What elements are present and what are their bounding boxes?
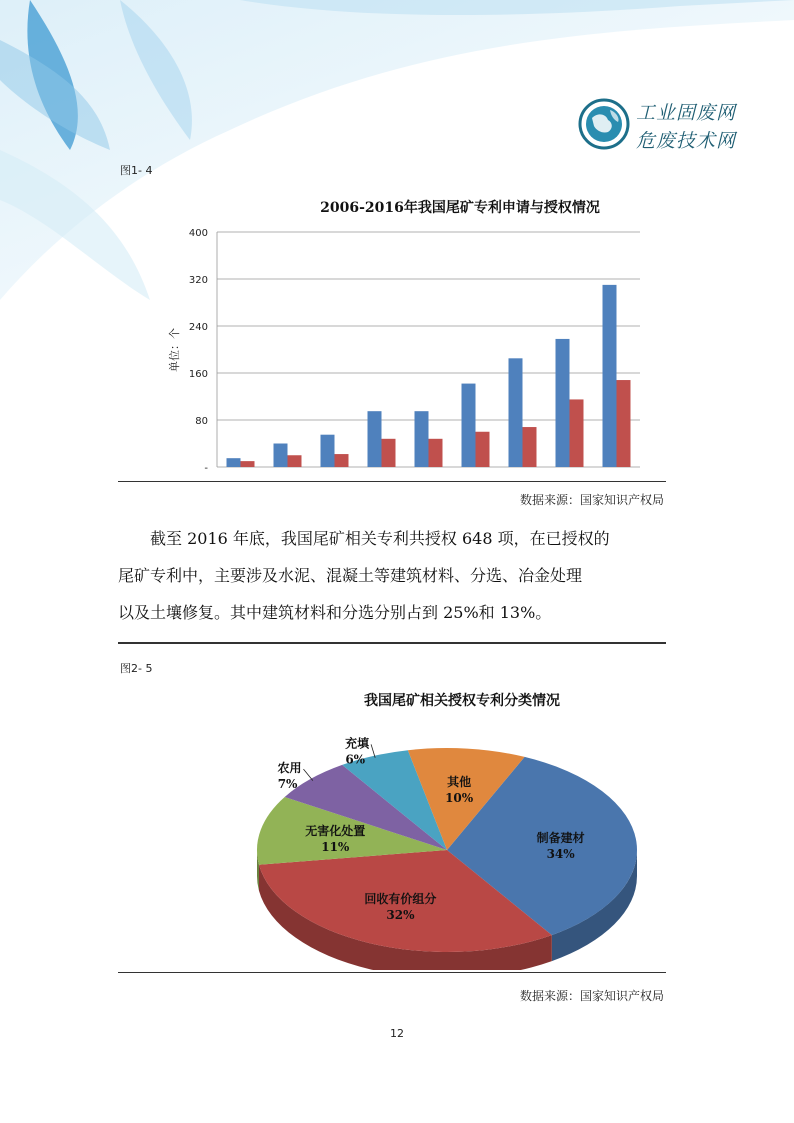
pie-slice-label: 无害化处置 xyxy=(305,823,366,838)
leader-line xyxy=(371,744,375,757)
bar-grant xyxy=(288,455,302,467)
bar-apply xyxy=(415,411,429,467)
chart-title: 2006-2016年我国尾矿专利申请与授权情况 xyxy=(320,200,600,216)
bar-grant xyxy=(476,432,490,467)
bar-grant xyxy=(382,439,396,467)
divider xyxy=(118,972,666,973)
pie-slice-value: 7% xyxy=(277,777,298,792)
pie-slice-label: 制备建材 xyxy=(536,830,585,845)
pie-chart xyxy=(150,680,650,970)
pie-slice-label: 充填 xyxy=(345,736,370,751)
bar-apply xyxy=(227,458,241,467)
body-paragraph xyxy=(118,520,668,631)
figure2-label: 图2- 5 xyxy=(120,662,153,675)
chart-title: 我国尾矿相关授权专利分类情况 xyxy=(364,693,560,709)
y-tick-label: 400 xyxy=(188,228,208,239)
leader-line xyxy=(303,769,312,781)
bar-grant xyxy=(335,454,349,467)
bar-apply xyxy=(462,384,476,467)
pie-slice-value: 11% xyxy=(321,839,350,854)
divider xyxy=(118,642,666,644)
bar-apply xyxy=(556,339,570,467)
bar-grant xyxy=(523,427,537,467)
logo-text-line1: 工业固废网 xyxy=(636,102,737,124)
bar-apply xyxy=(509,358,523,467)
page-number: 12 xyxy=(390,1027,404,1040)
bar-chart xyxy=(150,185,640,475)
bar-grant xyxy=(241,461,255,467)
bar-grant xyxy=(570,399,584,467)
y-tick-label: - xyxy=(204,463,208,474)
pie-slice-value: 32% xyxy=(386,907,415,922)
pie-slice-label: 农用 xyxy=(277,761,302,776)
figure1-source: 数据来源：国家知识产权局 xyxy=(519,493,664,507)
logo-text-line2: 危废技术网 xyxy=(636,130,737,152)
figure2-source: 数据来源：国家知识产权局 xyxy=(519,989,664,1003)
bar-grant xyxy=(429,439,443,467)
pie-slice-value: 34% xyxy=(546,846,575,861)
bar-grant xyxy=(617,380,631,467)
pie-slice-value: 6% xyxy=(345,752,366,767)
bar-apply xyxy=(321,435,335,467)
pie-slice-label: 回收有价组分 xyxy=(364,891,437,906)
globe-icon xyxy=(578,98,630,150)
y-tick-label: 240 xyxy=(188,322,208,333)
bar-apply xyxy=(603,285,617,467)
y-tick-label: 320 xyxy=(188,275,208,286)
paragraph-line: 以及土壤修复。其中建筑材料和分选分别占到 25%和 13%。 xyxy=(118,603,552,622)
bar-apply xyxy=(368,411,382,467)
bar-apply xyxy=(274,444,288,468)
paragraph-line: 截至 2016 年底，我国尾矿相关专利共授权 648 项，在已授权的 xyxy=(150,529,610,548)
pie-slice-label: 其他 xyxy=(447,775,472,790)
figure1-label: 图1- 4 xyxy=(120,164,153,177)
y-tick-label: 160 xyxy=(188,369,208,380)
pie-slice-value: 10% xyxy=(445,791,474,806)
site-logo xyxy=(578,96,737,156)
divider xyxy=(118,481,666,482)
y-axis-label: 单位：个 xyxy=(168,328,181,372)
paragraph-line: 尾矿专利中，主要涉及水泥、混凝土等建筑材料、分选、冶金处理 xyxy=(118,566,583,585)
y-tick-label: 80 xyxy=(195,416,208,427)
